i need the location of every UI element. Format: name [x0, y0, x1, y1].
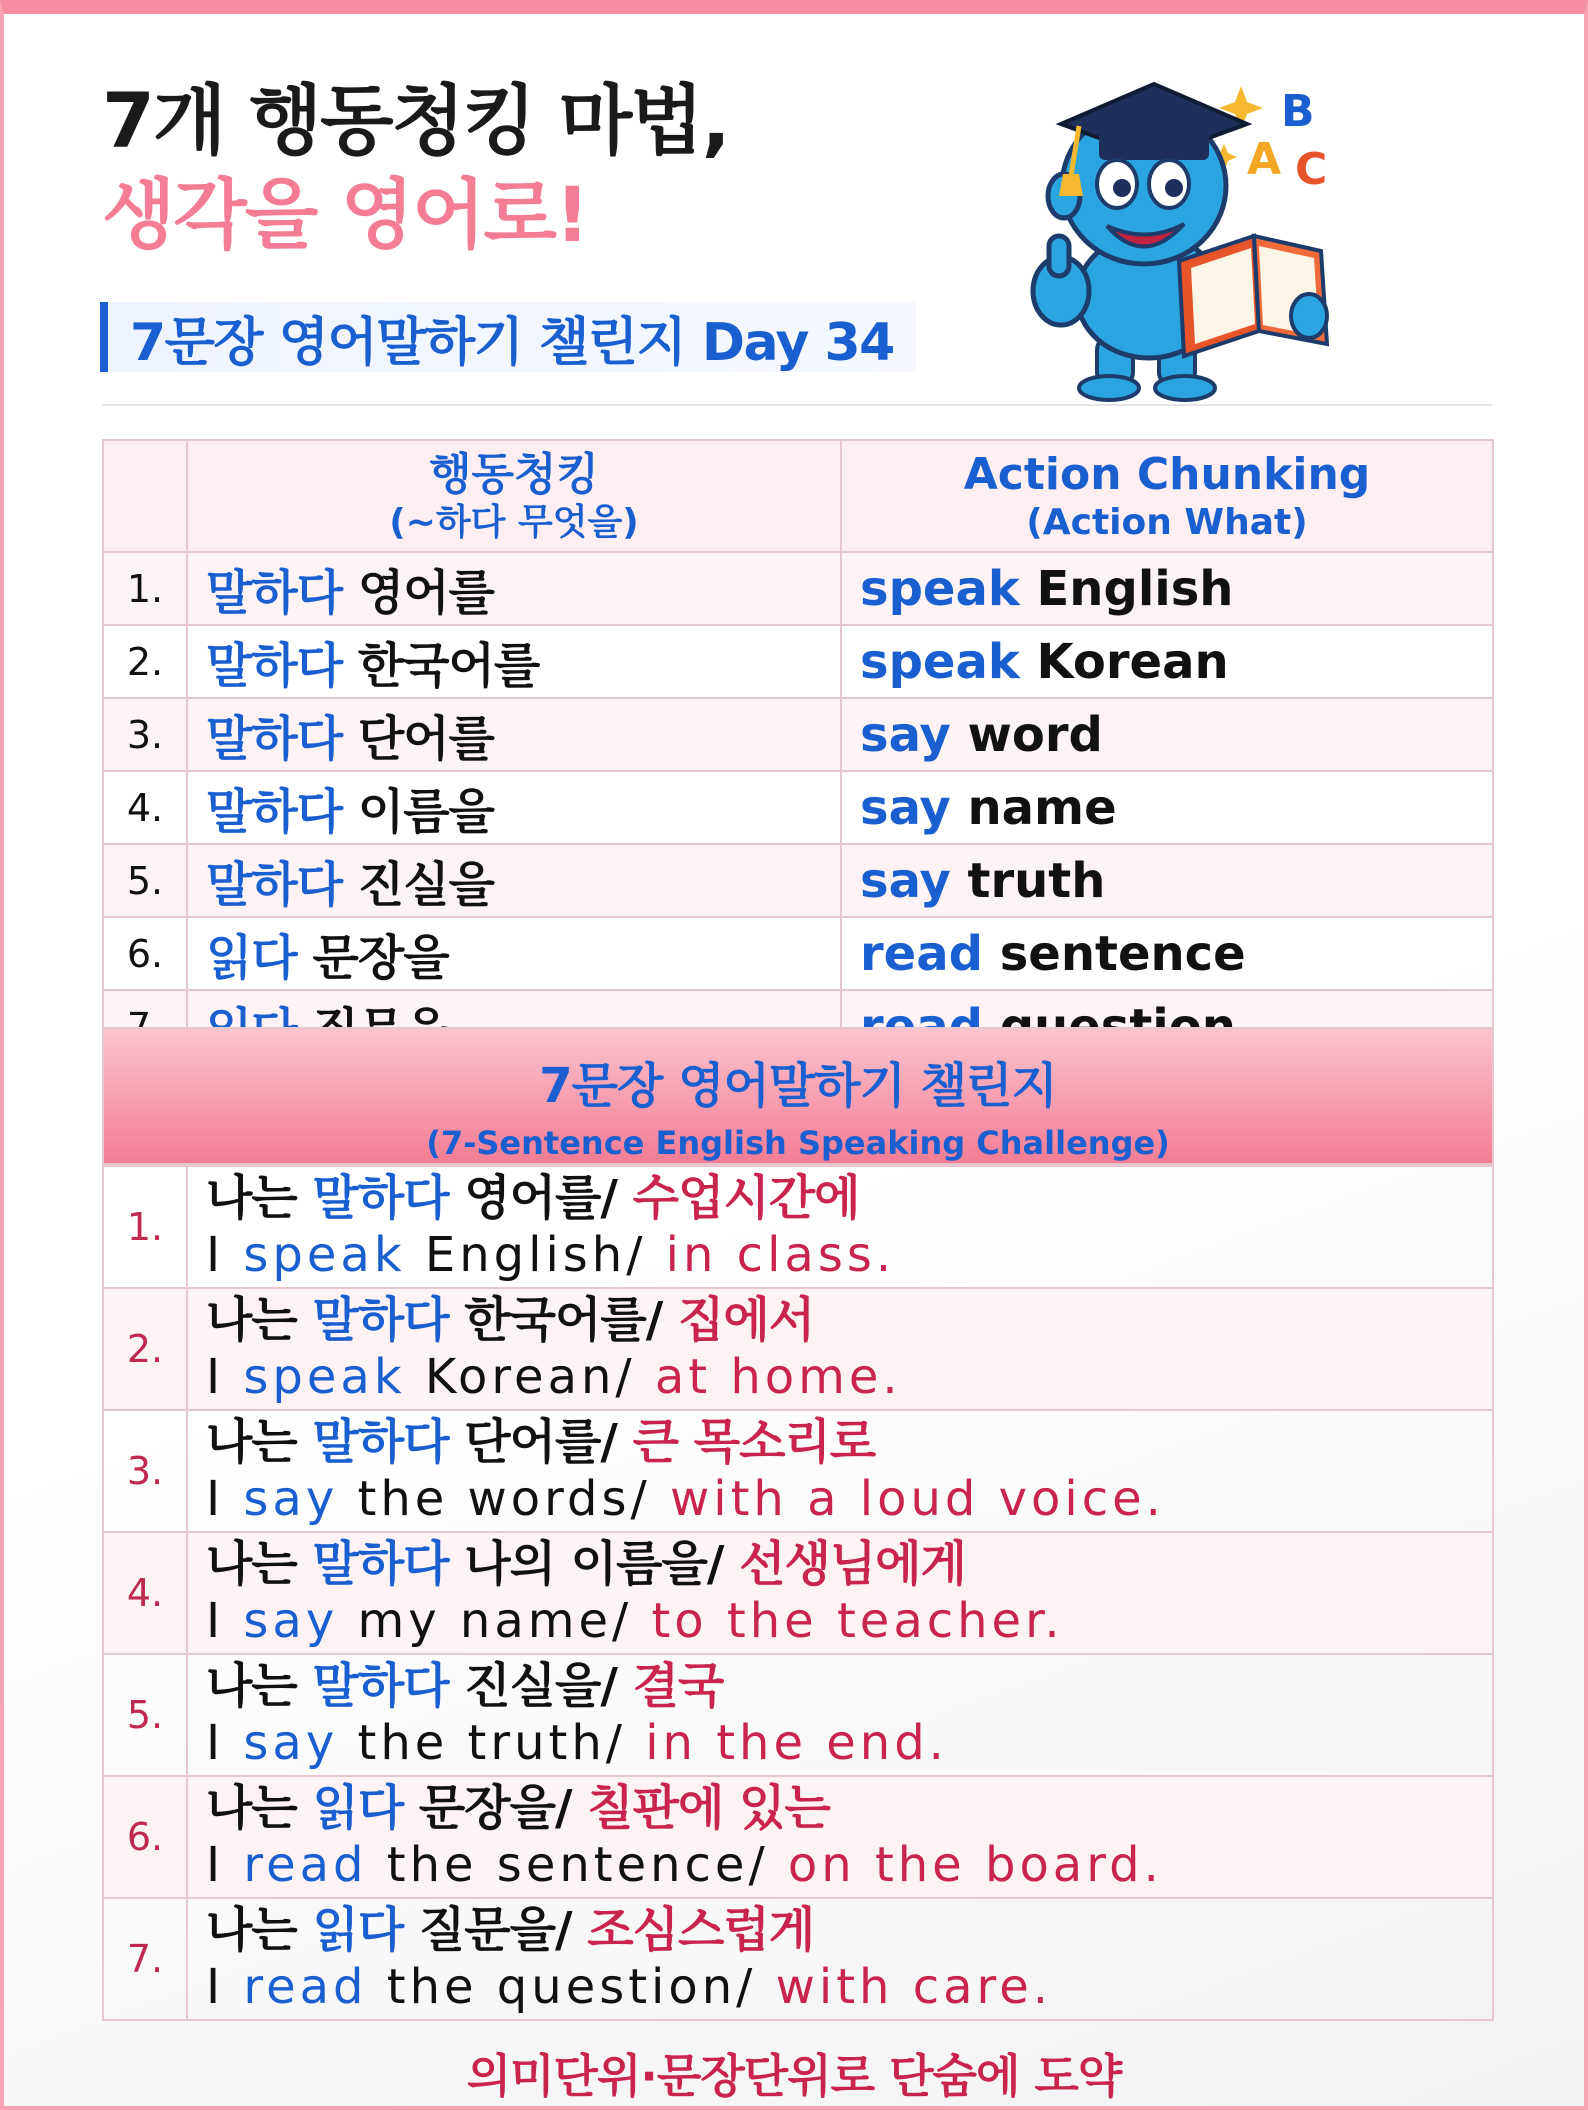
korean-sentence [206, 1414, 1491, 1470]
korean-subject: 나는 [206, 1536, 313, 1592]
korean-chunk [187, 917, 841, 990]
sentence-number: 3. [103, 1410, 187, 1532]
english-subject: I [206, 1349, 244, 1405]
table-header-row [103, 440, 1493, 552]
korean-chunk [187, 844, 841, 917]
row-number: 4. [103, 771, 187, 844]
english-chunk [841, 844, 1493, 917]
table-header-english [841, 440, 1493, 552]
mascot-illustration [1009, 46, 1349, 406]
english-chunk [841, 771, 1493, 844]
korean-verb: 말하다 [206, 711, 343, 767]
english-object: the truth/ [338, 1715, 646, 1771]
korean-object: 진실을 [342, 857, 494, 913]
english-verb: say [243, 1593, 339, 1649]
english-subject: I [206, 1471, 244, 1527]
korean-extra: 결국 [632, 1658, 724, 1714]
english-object: name [950, 779, 1117, 836]
challenge-banner [102, 1027, 1494, 1165]
korean-object: 한국어를 [342, 638, 540, 694]
sentence-number: 6. [103, 1776, 187, 1898]
table-row [103, 771, 1493, 844]
korean-verb: 읽다 [206, 930, 297, 986]
sentence-number: 7. [103, 1898, 187, 2020]
sentence-cell [187, 1898, 1493, 2020]
mascot-letter-b: B [1281, 86, 1315, 137]
row-number: 3. [103, 698, 187, 771]
korean-object: 나의 이름을/ [448, 1536, 740, 1592]
sentence-cell [187, 1166, 1493, 1288]
english-sentence [206, 1348, 1491, 1406]
korean-chunk [187, 625, 841, 698]
sentence-row [103, 1166, 1493, 1288]
english-chunk [841, 917, 1493, 990]
korean-sentence [206, 1292, 1491, 1348]
english-sentence [206, 1226, 1491, 1284]
korean-object: 한국어를/ [448, 1292, 678, 1348]
english-verb: say [860, 706, 951, 763]
korean-object: 영어를 [342, 565, 494, 621]
korean-verb: 읽다 [312, 1902, 404, 1958]
korean-subject: 나는 [206, 1658, 313, 1714]
korean-verb: 말하다 [206, 638, 343, 694]
korean-subject: 나는 [206, 1902, 313, 1958]
korean-verb: 말하다 [206, 857, 343, 913]
korean-sentence [206, 1170, 1491, 1226]
english-sentence [206, 1958, 1491, 2016]
sentence-cell [187, 1410, 1493, 1532]
english-extra: in class. [665, 1227, 896, 1283]
header [4, 14, 1584, 424]
english-object: the question/ [367, 1959, 776, 2015]
korean-subject: 나는 [206, 1780, 313, 1836]
english-sentence [206, 1470, 1491, 1528]
english-verb: read [243, 1837, 368, 1893]
english-verb: say [243, 1471, 339, 1527]
sentence-row [103, 1898, 1493, 2020]
footer-slogan: 의미단위·문장단위로 단숨에 도약 [466, 2049, 1122, 2103]
korean-object: 이름을 [342, 784, 494, 840]
table-header-korean [187, 440, 841, 552]
english-sentence [206, 1714, 1491, 1772]
action-chunking-table [102, 439, 1494, 1064]
korean-extra: 선생님에게 [739, 1536, 966, 1592]
english-verb: speak [860, 633, 1020, 690]
english-object: the sentence/ [367, 1837, 788, 1893]
row-number: 2. [103, 625, 187, 698]
english-extra: with care. [775, 1959, 1052, 2015]
english-verb: read [243, 1959, 368, 2015]
korean-chunk [187, 771, 841, 844]
sentence-cell [187, 1654, 1493, 1776]
korean-verb: 말하다 [312, 1414, 449, 1470]
korean-verb: 말하다 [312, 1658, 449, 1714]
korean-extra: 조심스럽게 [587, 1902, 815, 1958]
english-verb: read [860, 925, 983, 982]
english-subject: I [206, 1715, 244, 1771]
sentence-number: 1. [103, 1166, 187, 1288]
english-chunk [841, 625, 1493, 698]
sentence-cell [187, 1776, 1493, 1898]
sentence-number: 5. [103, 1654, 187, 1776]
sentence-row [103, 1776, 1493, 1898]
korean-extra: 큰 목소리로 [632, 1414, 876, 1470]
korean-subject: 나는 [206, 1170, 313, 1226]
korean-object: 단어를/ [448, 1414, 633, 1470]
english-object: my name/ [338, 1593, 652, 1649]
table-row [103, 698, 1493, 771]
korean-verb: 말하다 [312, 1536, 449, 1592]
sentence-row [103, 1410, 1493, 1532]
table-row [103, 917, 1493, 990]
sentence-row [103, 1532, 1493, 1654]
english-object: English/ [405, 1227, 666, 1283]
sentence-cell [187, 1288, 1493, 1410]
korean-object: 진실을/ [448, 1658, 633, 1714]
english-chunk [841, 698, 1493, 771]
table-header-number [103, 440, 187, 552]
english-subject: I [206, 1837, 244, 1893]
korean-verb: 읽다 [312, 1780, 404, 1836]
korean-extra: 집에서 [678, 1292, 815, 1348]
english-extra: on the board. [787, 1837, 1163, 1893]
english-extra: to the teacher. [651, 1593, 1064, 1649]
table-row [103, 552, 1493, 625]
title-line-1: 7개 행동청킹 마법, [102, 76, 729, 165]
english-subject: I [206, 1959, 244, 2015]
day-banner: 7문장 영어말하기 챌린지 Day 34 [100, 302, 916, 372]
english-object: Korean [1019, 633, 1229, 690]
english-extra: with a loud voice. [669, 1471, 1165, 1527]
english-object: English [1019, 560, 1234, 617]
challenge-title: 7문장 영어말하기 챌린지 [539, 1058, 1057, 1114]
korean-chunk [187, 552, 841, 625]
english-object: word [950, 706, 1103, 763]
english-object: truth [950, 852, 1106, 909]
challenge-subtitle: (7-Sentence English Speaking Challenge) [426, 1124, 1170, 1162]
sentence-table [102, 1165, 1494, 2021]
sentence-number: 2. [103, 1288, 187, 1410]
sentence-row [103, 1654, 1493, 1776]
korean-object: 질문을/ [403, 1902, 588, 1958]
header-korean-sub: (~하다 무엇을) [389, 502, 639, 543]
sentence-cell [187, 1532, 1493, 1654]
english-subject: I [206, 1593, 244, 1649]
english-subject: I [206, 1227, 244, 1283]
english-sentence [206, 1836, 1491, 1894]
korean-extra: 수업시간에 [632, 1170, 860, 1226]
korean-sentence [206, 1902, 1491, 1958]
korean-chunk [187, 698, 841, 771]
english-verb: say [243, 1715, 339, 1771]
header-english-main: Action Chunking [963, 449, 1371, 500]
korean-verb: 말하다 [312, 1170, 449, 1226]
korean-object: 문장을/ [403, 1780, 588, 1836]
english-chunk [841, 552, 1493, 625]
english-verb: speak [243, 1349, 406, 1405]
korean-object: 영어를/ [448, 1170, 633, 1226]
sentence-row [103, 1288, 1493, 1410]
english-verb: speak [860, 560, 1020, 617]
english-object: sentence [982, 925, 1246, 982]
header-english-sub: (Action What) [1026, 502, 1308, 543]
row-number: 5. [103, 844, 187, 917]
korean-verb: 말하다 [206, 565, 343, 621]
english-sentence [206, 1592, 1491, 1650]
korean-subject: 나는 [206, 1414, 313, 1470]
english-verb: speak [243, 1227, 406, 1283]
english-object: Korean/ [405, 1349, 655, 1405]
korean-sentence [206, 1658, 1491, 1714]
korean-verb: 말하다 [312, 1292, 449, 1348]
english-extra: in the end. [645, 1715, 948, 1771]
korean-object: 단어를 [342, 711, 494, 767]
table-row [103, 844, 1493, 917]
english-verb: say [860, 779, 951, 836]
row-number: 6. [103, 917, 187, 990]
korean-object: 문장을 [296, 930, 449, 986]
mascot-letter-c: C [1295, 144, 1328, 195]
title-line-2: 생각을 영어로! [102, 170, 588, 259]
korean-sentence [206, 1780, 1491, 1836]
header-korean-main: 행동청킹 [428, 449, 599, 500]
table-row [103, 625, 1493, 698]
sentence-number: 4. [103, 1532, 187, 1654]
mascot-letter-a: A [1247, 134, 1282, 185]
english-extra: at home. [654, 1349, 902, 1405]
korean-sentence [206, 1536, 1491, 1592]
korean-subject: 나는 [206, 1292, 313, 1348]
english-object: the words/ [338, 1471, 670, 1527]
english-verb: say [860, 852, 951, 909]
korean-verb: 말하다 [206, 784, 343, 840]
korean-extra: 칠판에 있는 [587, 1780, 830, 1836]
row-number: 1. [103, 552, 187, 625]
